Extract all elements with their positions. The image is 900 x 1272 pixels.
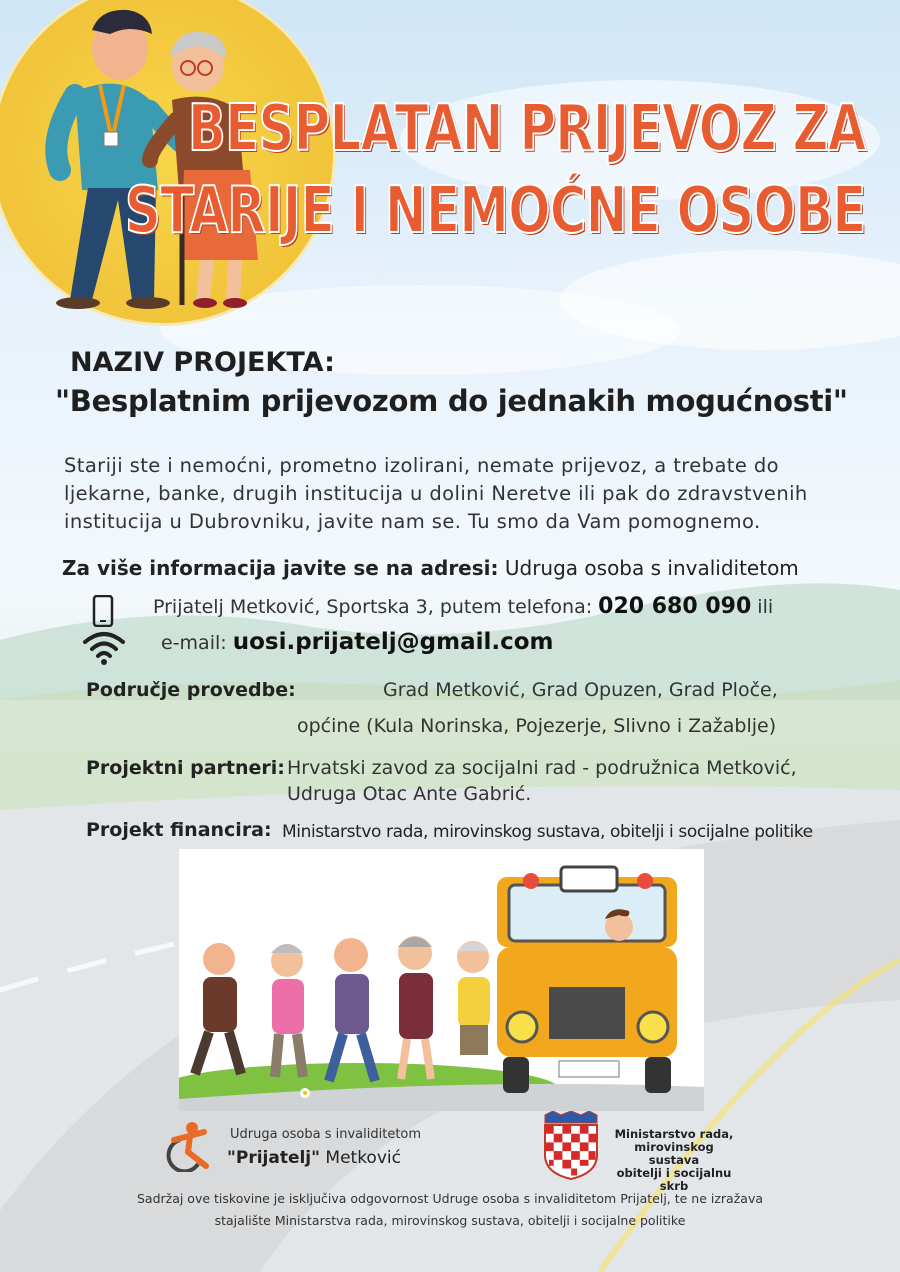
funding-colon: : [264, 819, 272, 841]
ministry-logo-text [608, 1128, 740, 1193]
wheelchair-logo-icon [158, 1118, 220, 1172]
address-or: ili [751, 596, 774, 618]
funding-label [86, 819, 272, 841]
udruga-name-line [227, 1148, 401, 1168]
funding-text: Ministarstvo rada, mirovinskog sustava, obitelji i socijalne politike [282, 822, 813, 842]
contact-org: Udruga osoba s invaliditetom [498, 556, 799, 580]
email-address[interactable]: uosi.prijatelj@gmail.com [232, 629, 554, 655]
project-label: NAZIV PROJEKTA: [70, 347, 335, 378]
partners-line-1: Hrvatski zavod za socijalni rad - podružnica Metković, [287, 757, 797, 779]
area-label: Područje provedbe: [86, 679, 296, 701]
footer-line-1: Sadržaj ove tiskovine je isključiva odgovornost Udruge osoba s invaliditetom Prijatelj, te ne izražava [136, 1191, 764, 1206]
udruga-city: Metković [320, 1148, 401, 1168]
project-name: "Besplatnim prijevozom do jednakih mogućnosti" [55, 384, 848, 418]
udruga-name: "Prijatelj" [227, 1148, 320, 1168]
disclaimer-footer [80, 1188, 820, 1232]
croatian-crest-icon [541, 1111, 601, 1181]
intro-line-2: ljekarne, banke, drugih institucija u dolini Neretve ili pak do zdravstvenih [64, 482, 808, 505]
email-label: e-mail: [161, 632, 233, 654]
partners-label: Projektni partneri: [86, 757, 285, 779]
title-line-1: BESPLATAN PRIJEVOZ ZA [188, 92, 867, 166]
footer-line-2: stajalište Ministarstva rada, mirovinskog sustava, obitelji i socijalne politike [214, 1213, 686, 1228]
intro-line-1: Stariji ste i nemoćni, prometno izolirani, nemate prijevoz, a trebate do [64, 454, 779, 477]
funding-label-text: Projekt financira [86, 819, 265, 841]
udruga-line-1: Udruga osoba s invaliditetom [230, 1127, 422, 1142]
poster-title [125, 88, 866, 252]
seniors-bus-illustration [179, 849, 704, 1111]
phone-number[interactable]: 020 680 090 [598, 594, 752, 619]
phone-icon [92, 595, 114, 627]
contact-lead-line [62, 556, 799, 580]
partners-line-2: Udruga Otac Ante Gabrić. [287, 783, 532, 805]
ministry-line-3: obitelji i socijalnu skrb [616, 1166, 732, 1193]
contact-lead: Za više informacija javite se na adresi: [62, 556, 499, 580]
area-line-1: Grad Metković, Grad Opuzen, Grad Ploče, [383, 679, 778, 701]
area-line-2: općine (Kula Norinska, Pojezerje, Slivno i Zažablje) [297, 715, 777, 737]
email-line [161, 629, 554, 655]
wifi-icon [81, 628, 127, 666]
address-text: Prijatelj Metković, Sportska 3, putem telefona: [153, 596, 599, 618]
ministry-line-1: Ministarstvo rada, [614, 1127, 734, 1141]
address-line [153, 594, 773, 619]
ministry-line-2: mirovinskog sustava [634, 1140, 714, 1167]
intro-paragraph [64, 452, 854, 536]
intro-line-3: institucija u Dubrovniku, javite nam se. Tu smo da Vam pomognemo. [64, 510, 761, 533]
title-line-2: STARIJE I NEMOĆNE OSOBE [125, 174, 866, 248]
